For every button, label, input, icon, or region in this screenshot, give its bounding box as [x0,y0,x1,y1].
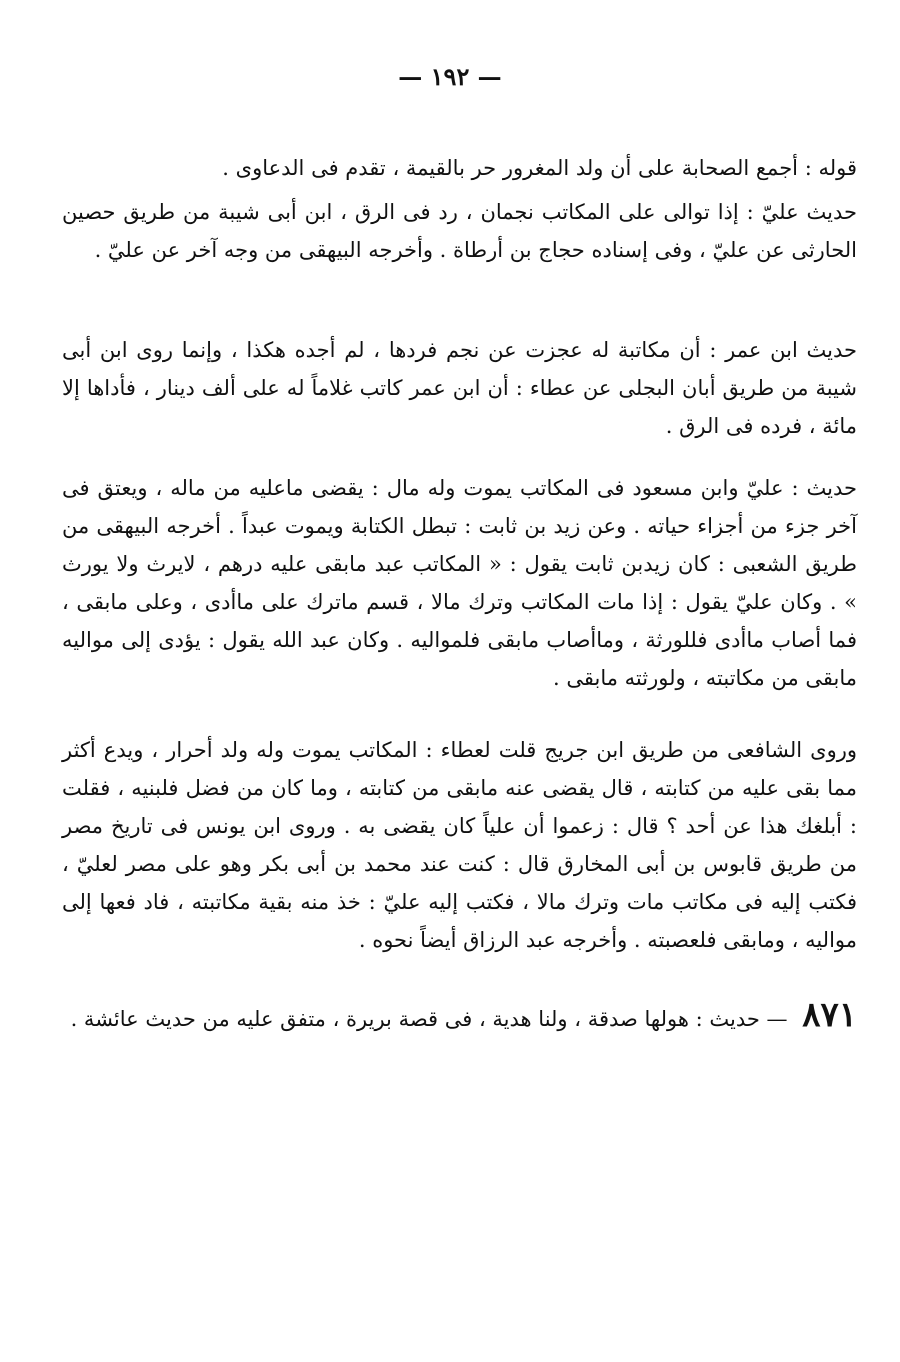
paragraph-4: حديث : عليّ وابن مسعود فى المكاتب يموت وله مال : يقضى ماعليه من ماله ، ويعتق فى آخر جزء من أجزاء حياته . وعن زيد بن ثابت : تبطل الكتابة ويموت عبداً . أخرجه البيهقى من طريق الشعبى : كان زيدبن ثابت يقول : « المكاتب عبد مابقى عليه درهم ، لايرث ولا يورث » . وكان عليّ يقول : إذا مات المكاتب وترك مالا ، قسم ماترك على ماأدى ، وعلى مابقى ، فما أصاب ماأدى فللورثة ، وماأصاب مابقى فلمواليه . وكان عبد الله يقول : يؤدى إلى مواليه مابقى من مكاتبته ، ولورثته مابقى . [62,476,857,690]
paragraph-1: قوله : أجمع الصحابة على أن ولد المغرور حر بالقيمة ، تقدم فى الدعاوى . [222,156,857,180]
hadith-text: — حديث : هولها صدقة ، ولنا هدية ، فى قصة بريرة ، متفق عليه من حديث عائشة . [70,1007,788,1031]
hadith-number: ٨٧١ [802,995,857,1035]
hadith-entry-871 [62,996,857,1038]
paragraph-2: حديث عليّ : إذا توالى على المكاتب نجمان ، رد فى الرق ، ابن أبى شيبة من طريق حصين الحارثى عن عليّ ، وفى إسناده حجاج بن أرطاة . وأخرجه البيهقى من وجه آخر عن عليّ . [62,200,857,262]
paragraph-5: وروى الشافعى من طريق ابن جريج قلت لعطاء : المكاتب يموت وله ولد أحرار ، ويدع أكثر مما بقى عليه من كتابته ، قال يقضى عنه مابقى من كتابته ، وما كان من فضل فلبنيه ، فقلت : أبلغك هذا عن أحد ؟ قال : زعموا أن علياً كان يقضى به . وروى ابن يونس فى تاريخ مصر من طريق قابوس بن أبى المخارق قال : كنت عند محمد بن أبى بكر وهو على مصر لعليّ ، فكتب إليه فى مكاتب مات وترك مالا ، فكتب إليه عليّ : خذ منه بقية مكاتبته ، فاد فعها إلى مواليه ، ومابقى فلعصبته . وأخرجه عبد الرزاق أيضاً نحوه . [62,738,857,952]
page-number: — ١٩٢ — [398,62,502,91]
paragraph-3: حديث ابن عمر : أن مكاتبة له عجزت عن نجم فردها ، لم أجده هكذا ، وإنما روى ابن أبى شيبة من طريق أبان البجلى عن عطاء : أن ابن عمر كاتب غلاماً له على ألف دينار ، فأداها إلا مائة ، فرده فى الرق . [62,338,857,438]
